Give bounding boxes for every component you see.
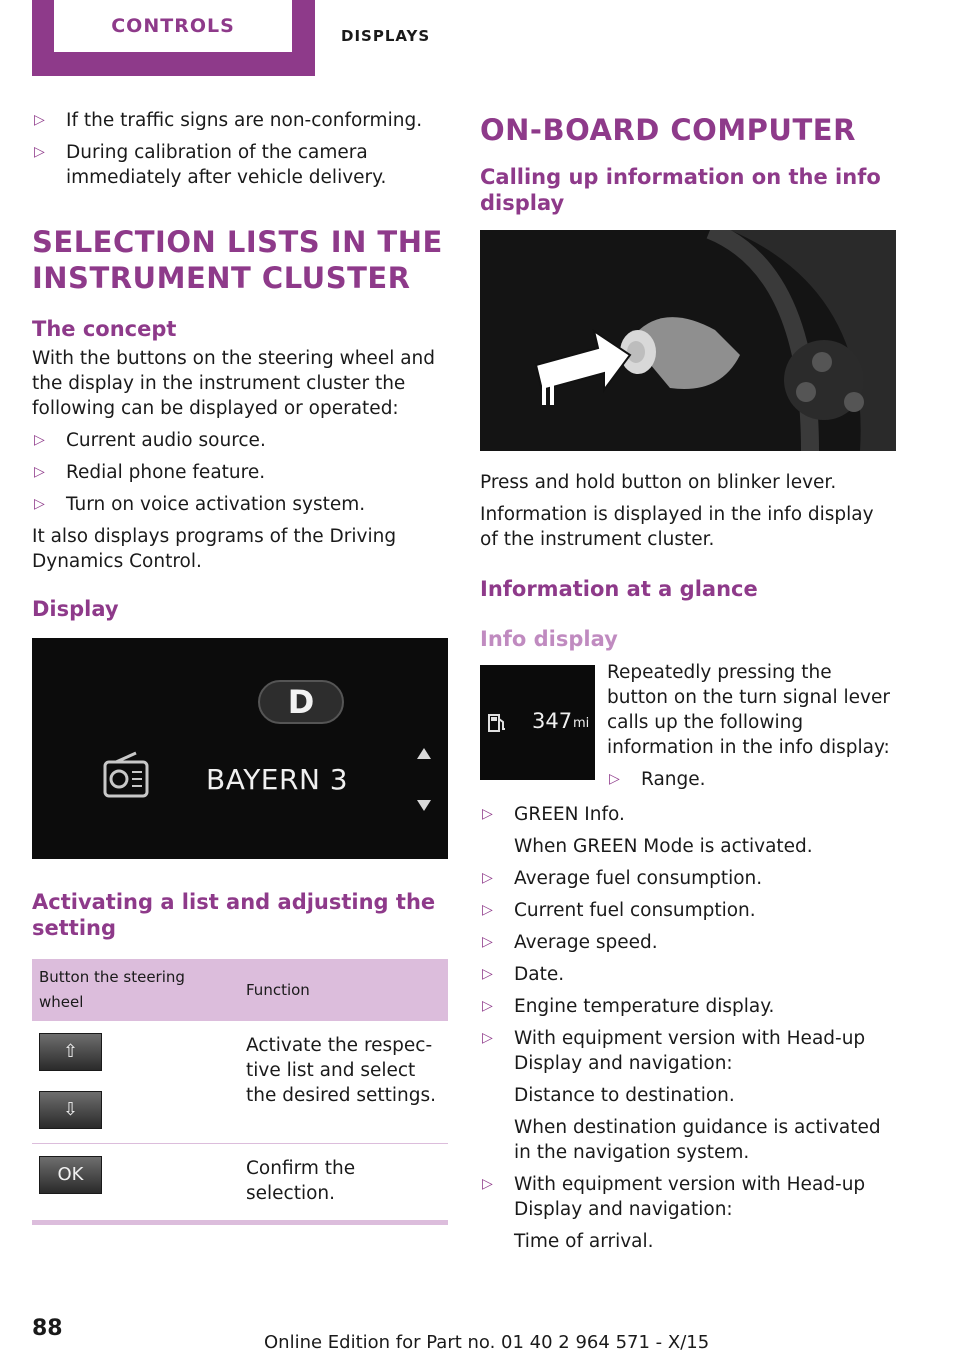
heading-concept: The concept bbox=[32, 317, 177, 341]
range-value: 347 bbox=[532, 709, 573, 733]
edition-note: Online Edition for Part no. 01 40 2 964 571 - X/15 bbox=[264, 1332, 710, 1353]
triangle-bullet-icon: ▷ bbox=[34, 432, 45, 448]
triangle-bullet-icon: ▷ bbox=[482, 1030, 493, 1046]
fuel-pump-icon bbox=[486, 712, 508, 734]
table-header-function: Function bbox=[239, 959, 448, 1021]
right-column bbox=[480, 108, 896, 1261]
concept-text: With the buttons on the steering wheel and the display in the instrument cluster the following can be displayed or operated: bbox=[32, 348, 436, 419]
heading-activating-list: Activating a list and adjusting the setting bbox=[32, 890, 436, 940]
range-unit: mi bbox=[573, 716, 590, 731]
list-item: ▷ During calibration of the camera immediately after vehicle delivery. bbox=[34, 142, 387, 188]
list-item: ▷ Current fuel consumption. bbox=[482, 900, 756, 921]
table-cell-function: Confirm the selection. bbox=[239, 1144, 448, 1223]
list-item: ▷ Redial phone feature. bbox=[34, 462, 266, 483]
list-item: ▷ Current audio source. bbox=[34, 430, 266, 451]
list-item: ▷ GREEN Info. bbox=[482, 804, 625, 825]
triangle-bullet-icon: ▷ bbox=[482, 870, 493, 886]
heading-information-at-a-glance: Information at a glance bbox=[480, 577, 758, 601]
heading-info-display: Info display bbox=[480, 627, 618, 651]
triangle-bullet-icon: ▷ bbox=[482, 966, 493, 982]
triangle-bullet-icon: ▷ bbox=[34, 464, 45, 480]
list-item-detail: When GREEN Mode is activated. bbox=[514, 836, 813, 857]
scroll-up-icon bbox=[417, 748, 431, 759]
list-item: ▷ With equipment version with Head-up Display and navigation: bbox=[482, 1174, 866, 1220]
triangle-bullet-icon: ▷ bbox=[482, 902, 493, 918]
top-bullet-list bbox=[32, 108, 448, 190]
triangle-bullet-icon: ▷ bbox=[34, 144, 45, 160]
gear-indicator: D bbox=[258, 680, 344, 724]
tab-displays[interactable]: DISPLAYS bbox=[341, 27, 431, 45]
list-item: ▷ Average speed. bbox=[482, 932, 658, 953]
lever-instruction: Press and hold button on blinker lever. bbox=[480, 472, 837, 493]
concept-bullet-list bbox=[32, 428, 448, 517]
lever-information: Information is displayed in the info display of the instrument cluster. bbox=[480, 504, 874, 550]
info-description: Repeatedly pressing the button on the turn signal lever calls up the following information in the info display: ▷ Range. bbox=[607, 660, 896, 799]
list-item-detail: When destination guidance is activated in the navigation system. bbox=[514, 1117, 881, 1163]
tab-controls-label: CONTROLS bbox=[54, 0, 292, 52]
list-item: ▷ Turn on voice activation system. bbox=[34, 494, 366, 515]
list-item: ▷ Range. bbox=[609, 769, 706, 790]
table-row bbox=[32, 1021, 448, 1144]
heading-calling-up-information: Calling up information on the info display bbox=[480, 165, 881, 215]
triangle-bullet-icon: ▷ bbox=[482, 806, 493, 822]
list-item: ▷ Date. bbox=[482, 964, 565, 985]
triangle-bullet-icon: ▷ bbox=[482, 998, 493, 1014]
table-header-button: Button the steering wheel bbox=[32, 959, 239, 1021]
blinker-lever-image bbox=[480, 230, 896, 451]
list-item-detail: Distance to destination. bbox=[514, 1085, 735, 1106]
list-item: ▷ Average fuel consumption. bbox=[482, 868, 763, 889]
steering-wheel-down-button: ⇩ bbox=[39, 1091, 102, 1129]
list-item: ▷ Engine temperature display. bbox=[482, 996, 775, 1017]
info-display-block bbox=[480, 660, 896, 792]
list-item: ▷ With equipment version with Head-up Display and navigation: bbox=[482, 1028, 866, 1074]
tab-controls[interactable] bbox=[32, 0, 315, 76]
triangle-bullet-icon: ▷ bbox=[34, 112, 45, 128]
station-name: BAYERN 3 bbox=[206, 763, 349, 796]
left-column bbox=[32, 108, 448, 1225]
table-cell-function: Activate the respective list and select the desired settings. bbox=[239, 1021, 448, 1144]
list-item: ▷ If the traffic signs are non-conforming. bbox=[34, 110, 423, 131]
triangle-bullet-icon: ▷ bbox=[34, 496, 45, 512]
radio-icon bbox=[102, 750, 150, 802]
list-item-detail: Time of arrival. bbox=[514, 1231, 654, 1252]
heading-on-board-computer: ON-BOARD COMPUTER bbox=[480, 113, 856, 147]
heading-selection-lists: SELECTION LISTS IN THE INSTRUMENT CLUSTER bbox=[32, 225, 443, 295]
heading-display: Display bbox=[32, 597, 119, 621]
triangle-bullet-icon: ▷ bbox=[482, 1176, 493, 1192]
instrument-cluster-display-image bbox=[32, 638, 448, 859]
dynamics-text: It also displays programs of the Driving Dynamics Control. bbox=[32, 526, 397, 572]
table-row bbox=[32, 1144, 448, 1223]
info-bullet-list bbox=[480, 802, 896, 1254]
steering-wheel-up-button: ⇧ bbox=[39, 1033, 102, 1071]
info-display-image bbox=[480, 665, 595, 780]
page-number: 88 bbox=[32, 1316, 63, 1341]
triangle-bullet-icon: ▷ bbox=[482, 934, 493, 950]
scroll-down-icon bbox=[417, 800, 431, 811]
button-function-table bbox=[32, 959, 448, 1225]
steering-wheel-ok-button: OK bbox=[39, 1156, 102, 1194]
triangle-bullet-icon: ▷ bbox=[609, 771, 620, 787]
